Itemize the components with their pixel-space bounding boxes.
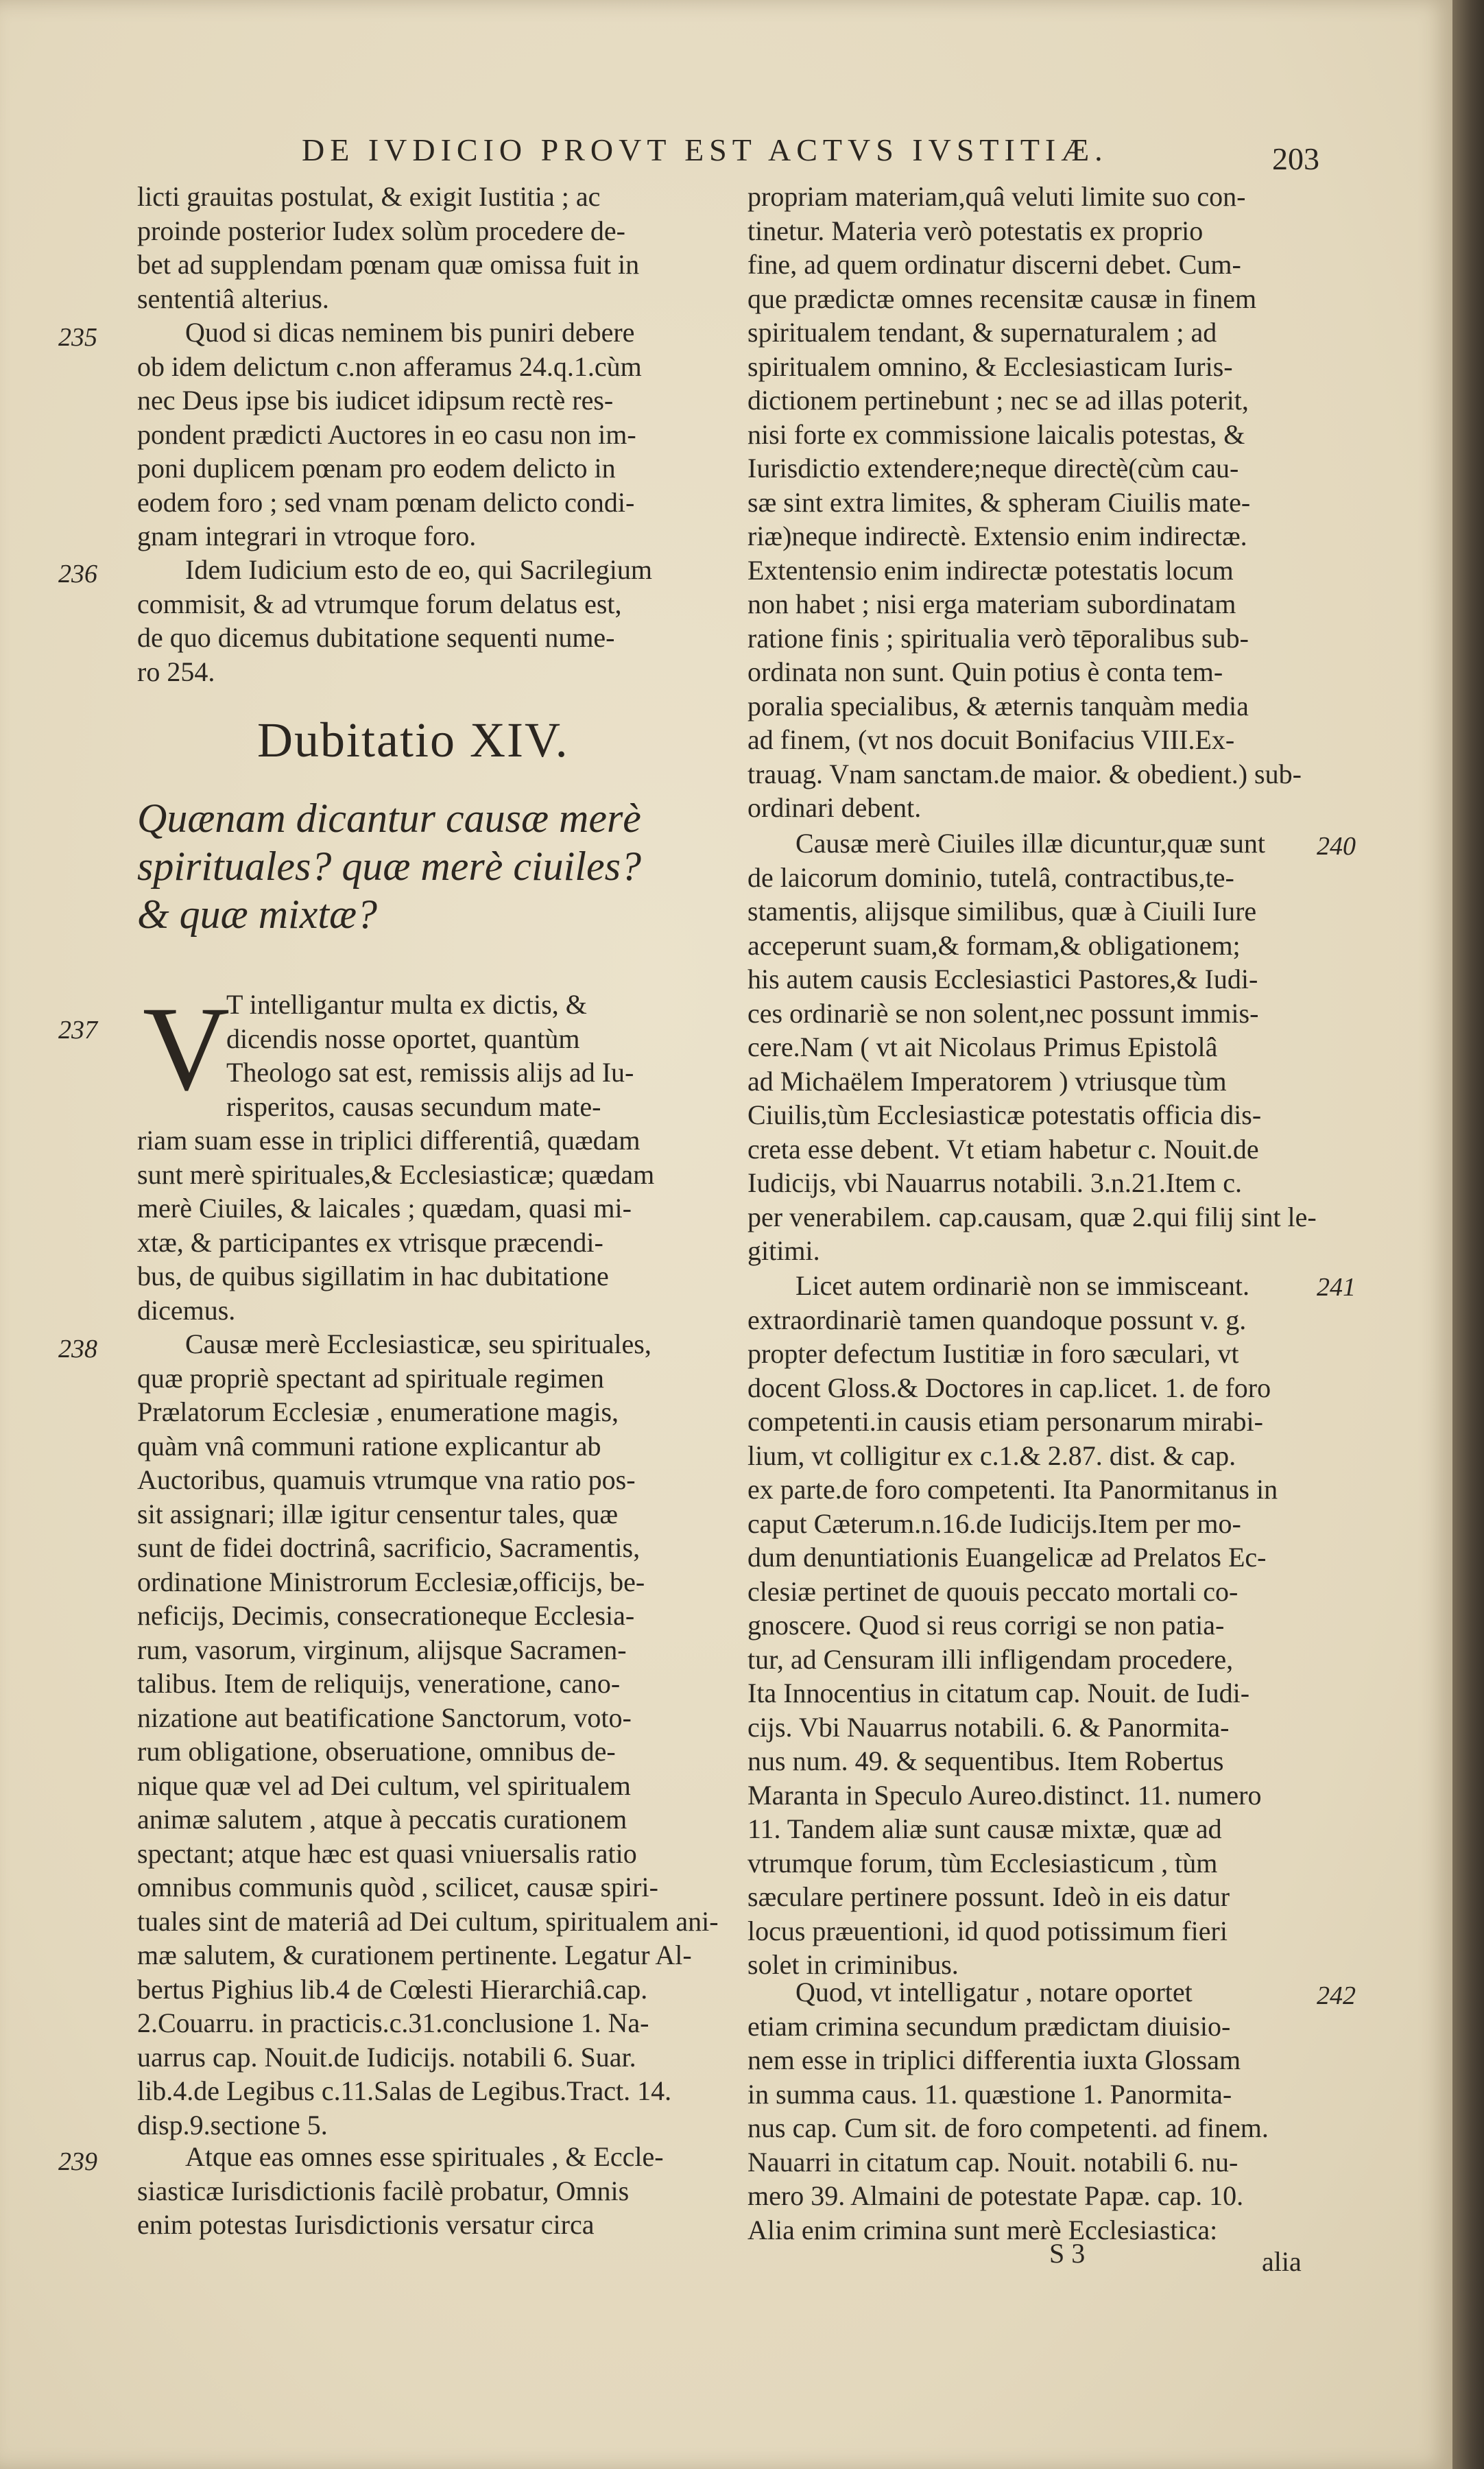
text-line: tur, ad Censuram illi infligendam procedere, [747, 1643, 1234, 1675]
text-line: clesiæ pertinet de quouis peccato mortali co- [747, 1575, 1238, 1607]
text-line: ad Michaëlem Imperatorem ) vtriusque tùm [747, 1065, 1227, 1097]
catchword: alia [1262, 2246, 1302, 2277]
text-line: ces ordinariè se non solent,nec possunt immis- [747, 997, 1259, 1029]
text-line: locus præuentioni, id quod potissimum fieri [747, 1915, 1228, 1946]
text-line: ratione finis ; spiritualia verò tēporalibus sub- [747, 622, 1249, 654]
text-line: ex parte.de foro competenti. Ita Panormitanus in [747, 1474, 1278, 1505]
text-line: uarrus cap. Nouit.de Iudicijs. notabili 6. Suar. [137, 2041, 636, 2073]
text-line: sæ sint extra limites, & spheram Ciuilis mate- [747, 486, 1251, 518]
text-line: Nauarri in citatum cap. Nouit. notabili 6. nu- [747, 2146, 1238, 2178]
left-para-4 [137, 982, 727, 1327]
text-line: Maranta in Speculo Aureo.distinct. 11. numero [747, 1779, 1262, 1811]
text-line: sit assignari; illæ igitur censentur tales, quæ [137, 1498, 619, 1529]
text-line: nus cap. Cum sit. de foro competenti. ad finem. [747, 2112, 1269, 2143]
text-line: poralia specialibus, & æternis tanquàm media [747, 690, 1249, 721]
text-line: extraordinariè tamen quandoque possunt v. g. [747, 1304, 1247, 1335]
text-line: Atque eas omnes esse spirituales , & Eccle- [185, 2141, 664, 2172]
text-line: 2.Couarru. in practicis.c.31.conclusione 1. Na- [137, 2007, 649, 2038]
text-line: in summa caus. 11. quæstione 1. Panormita- [747, 2078, 1232, 2110]
running-title: DE IVDICIO PROVT EST ACTVS IVSTITIÆ. [302, 132, 1108, 167]
right-para-3 [747, 1269, 1337, 1982]
text-line: vtrumque forum, tùm Ecclesiasticum , tùm [747, 1847, 1218, 1878]
text-line: rum, vasorum, virginum, alijsque Sacramen- [137, 1634, 627, 1665]
text-line: nisi forte ex commissione laicalis potestas, & [747, 418, 1245, 450]
text-line: dicendis nosse oportet, quantùm [226, 1023, 580, 1054]
text-line: nem esse in triplici differentia iuxta Glossam [747, 2044, 1241, 2075]
text-line: lium, vt colligitur ex c.1.& 2.87. dist. & cap. [747, 1440, 1236, 1471]
text-line: creta esse debent. Vt etiam habetur c. Nouit.de [747, 1133, 1259, 1165]
right-para-2 [747, 826, 1337, 1268]
text-line: mæ salutem, & curationem pertinente. Legatur Al- [137, 1940, 692, 1970]
left-para-5 [137, 1327, 727, 2142]
text-line: Extentensio enim indirectæ potestatis locum [747, 554, 1234, 586]
text-line: sunt merè spirituales,& Ecclesiasticæ; quædam [137, 1158, 655, 1190]
dubitatio-title: Dubitatio XIV. [257, 713, 569, 767]
text-line: de laicorum dominio, tutelâ, contractibus,te- [747, 861, 1234, 893]
text-line: competenti.in causis etiam personarum mirabi- [747, 1406, 1263, 1437]
text-line: Iudicijs, vbi Nauarrus notabili. 3.n.21.Item c. [747, 1167, 1242, 1198]
text-line: pondent prædicti Auctores in eo casu non im- [137, 418, 636, 450]
right-para-1 [747, 180, 1337, 825]
marginal-number-236: 236 [58, 560, 97, 588]
marginal-number-237: 237 [58, 1016, 97, 1045]
text-line: risperitos, causas secundum mate- [226, 1090, 601, 1122]
text-line: riam suam esse in triplici differentiâ, quædam [137, 1125, 641, 1156]
text-line: nizatione aut beatificatione Sanctorum, voto- [137, 1702, 632, 1733]
text-line: Iurisdictio extendere;neque directè(cùm cau- [747, 453, 1239, 484]
question-line: Quænam dicantur causæ merè [137, 796, 641, 841]
text-line: Quod, vt intelligatur , notare oportet [795, 1977, 1193, 2007]
text-line: his autem causis Ecclesiastici Pastores,& Iudi- [747, 964, 1258, 994]
text-line: quæ propriè spectant ad spirituale regimen [137, 1362, 604, 1394]
signature-mark: S 3 [1049, 2238, 1086, 2269]
text-line: que prædictæ omnes recensitæ causæ in finem [747, 283, 1257, 314]
text-line: Alia enim crimina sunt merè Ecclesiastica: [747, 2214, 1218, 2245]
text-line: cijs. Vbi Nauarrus notabili. 6. & Panormita- [747, 1711, 1230, 1743]
marginal-number-239: 239 [58, 2147, 97, 2176]
text-line: animæ salutem , atque à peccatis curationem [137, 1804, 627, 1835]
text-line: bus, de quibus sigillatim in hac dubitatione [137, 1261, 609, 1291]
text-line: dictionem pertinebunt ; nec se ad illas poterit, [747, 385, 1249, 416]
text-line: Prælatorum Ecclesiæ , enumeratione magis, [137, 1396, 619, 1427]
text-line: acceperunt suam,& formam,& obligationem; [747, 929, 1241, 961]
text-line: cere.Nam ( vt ait Nicolaus Primus Epistolâ [747, 1031, 1218, 1062]
binding-gutter [1452, 0, 1484, 2469]
page-number: 203 [1272, 141, 1319, 176]
text-line: Ita Innocentius in citatum cap. Nouit. de Iudi- [747, 1678, 1250, 1708]
text-line: commisit, & ad vtrumque forum delatus est, [137, 588, 622, 619]
marginal-number-240: 240 [1317, 832, 1356, 861]
text-line: neficijs, Decimis, consecrationeque Ecclesia- [137, 1600, 635, 1631]
left-para-3 [137, 553, 727, 689]
text-line: gnam integrari in vtroque foro. [137, 521, 477, 551]
question-line: & quæ mixtæ? [137, 892, 378, 937]
question-line: spirituales? quæ merè ciuiles? [137, 844, 641, 889]
text-line: non habet ; nisi erga materiam subordinatam [747, 588, 1236, 619]
marginal-number-235: 235 [58, 323, 97, 352]
text-line: licti grauitas postulat, & exigit Iustitia ; ac [137, 181, 601, 212]
text-line: ro 254. [137, 656, 215, 687]
text-line: sententiâ alterius. [137, 283, 329, 314]
text-line: enim potestas Iurisdictionis versatur circa [137, 2209, 595, 2240]
text-line: eodem foro ; sed vnam pœnam delicto condi- [137, 486, 635, 518]
marginal-number-238: 238 [58, 1335, 97, 1363]
text-line: disp.9.sectione 5. [137, 2109, 328, 2140]
text-line: dicemus. [137, 1294, 236, 1326]
text-line: tinetur. Materia verò potestatis ex proprio [747, 215, 1204, 246]
text-line: caput Cæterum.n.16.de Iudicijs.Item per mo- [747, 1507, 1241, 1539]
text-line: spiritualem omnino, & Ecclesiasticam Iuris- [747, 350, 1233, 382]
text-line: sæculare pertinere possunt. Ideò in eis datur [747, 1881, 1230, 1912]
text-line: nus num. 49. & sequentibus. Item Robertus [747, 1745, 1224, 1776]
text-line: dum denuntiationis Euangelicæ ad Prelatos Ec- [747, 1542, 1267, 1573]
text-line: Licet autem ordinariè non se immisceant. [795, 1270, 1249, 1301]
text-line: Theologo sat est, remissis alijs ad Iu- [226, 1057, 634, 1088]
text-line: etiam crimina secundum prædictam diuisio- [747, 2010, 1231, 2042]
drop-cap: V [143, 982, 230, 1116]
text-line: riæ)neque indirectè. Extensio enim indirectæ. [747, 521, 1247, 551]
text-line: spectant; atque hæc est quasi vniuersalis ratio [137, 1837, 637, 1869]
text-line: per venerabilem. cap.causam, quæ 2.qui filij sint le- [747, 1201, 1317, 1232]
text-line: gitimi. [747, 1235, 820, 1266]
text-line: Idem Iudicium esto de eo, qui Sacrilegium [185, 554, 652, 585]
text-line: rum obligatione, obseruatione, omnibus de- [137, 1736, 616, 1767]
text-line: gnoscere. Quod si reus corrigi se non patia- [747, 1610, 1225, 1641]
text-line: siasticæ Iurisdictionis facilè probatur, Omnis [137, 2175, 630, 2206]
left-para-6 [137, 2140, 727, 2242]
text-line: fine, ad quem ordinatur discerni debet. Cum- [747, 249, 1241, 280]
text-line: bet ad supplendam pœnam quæ omissa fuit in [137, 249, 640, 280]
marginal-number-242: 242 [1317, 1981, 1356, 2010]
text-line: propter defectum Iustitiæ in foro sæculari, vt [747, 1338, 1239, 1369]
text-line: 11. Tandem aliæ sunt causæ mixtæ, quæ ad [747, 1813, 1222, 1844]
text-line: stamentis, alijsque similibus, quæ à Ciuili Iure [747, 896, 1257, 927]
text-line: lib.4.de Legibus c.11.Salas de Legibus.Tract. 14. [137, 2075, 672, 2106]
text-line: T intelligantur multa ex dictis, & [226, 989, 587, 1020]
text-line: Causæ merè Ecclesiasticæ, seu spirituales, [185, 1328, 651, 1359]
text-line: talibus. Item de reliquijs, veneratione, cano- [137, 1668, 621, 1699]
text-line: Ciuilis,tùm Ecclesiasticæ potestatis officia dis- [747, 1099, 1262, 1130]
text-line: tuales sint de materiâ ad Dei cultum, spiritualem ani- [137, 1905, 719, 1937]
text-line: spiritualem tendant, & supernaturalem ; ad [747, 317, 1217, 348]
text-line: propriam materiam,quâ veluti limite suo con- [747, 181, 1246, 212]
text-line: Auctoribus, quamuis vtrumque vna ratio pos- [137, 1464, 636, 1495]
text-line: de quo dicemus dubitatione sequenti nume- [137, 622, 615, 653]
text-line: poni duplicem pœnam pro eodem delicto in [137, 453, 616, 484]
text-line: Quod si dicas neminem bis puniri debere [185, 317, 635, 348]
text-line: sunt de fidei doctrinâ, sacrificio, Sacramentis, [137, 1532, 641, 1563]
text-line: mero 39. Almaini de potestate Papæ. cap. 10. [747, 2180, 1244, 2211]
text-line: proinde posterior Iudex solùm procedere de- [137, 215, 625, 246]
left-para-2 [137, 315, 727, 553]
left-para-1 [137, 180, 727, 315]
text-line: omnibus communis quòd , scilicet, causæ spiri- [137, 1872, 658, 1903]
text-line: ob idem delictum c.non afferamus 24.q.1.cùm [137, 350, 642, 382]
text-line: solet in criminibus. [747, 1949, 959, 1980]
text-line: nique quæ vel ad Dei cultum, vel spiritualem [137, 1769, 631, 1801]
text-line: bertus Pighius lib.4 de Cœlesti Hierarchiâ.cap. [137, 1973, 648, 2005]
text-line: ordinata non sunt. Quin potius è conta tem- [747, 656, 1223, 687]
text-line: Causæ merè Ciuiles illæ dicuntur,quæ sunt [795, 828, 1266, 859]
text-line: ordinatione Ministrorum Ecclesiæ,officijs, be- [137, 1566, 645, 1597]
text-line: nec Deus ipse bis iudicet idipsum rectè res- [137, 385, 614, 416]
right-para-4 [747, 1975, 1337, 2247]
dubitatio-question [137, 794, 727, 938]
text-line: ordinari debent. [747, 792, 922, 823]
text-line: quàm vnâ communi ratione explicantur ab [137, 1430, 601, 1462]
text-line: docent Gloss.& Doctores in cap.licet. 1. de foro [747, 1372, 1271, 1403]
marginal-number-241: 241 [1317, 1273, 1356, 1302]
text-line: merè Ciuiles, & laicales ; quædam, quasi mi- [137, 1193, 632, 1224]
text-line: trauag. Vnam sanctam.de maior. & obedient.) sub- [747, 758, 1302, 789]
text-line: xtæ, & participantes ex vtrisque præcendi- [137, 1226, 603, 1258]
text-line: ad finem, (vt nos docuit Bonifacius VIII.Ex- [747, 724, 1235, 755]
